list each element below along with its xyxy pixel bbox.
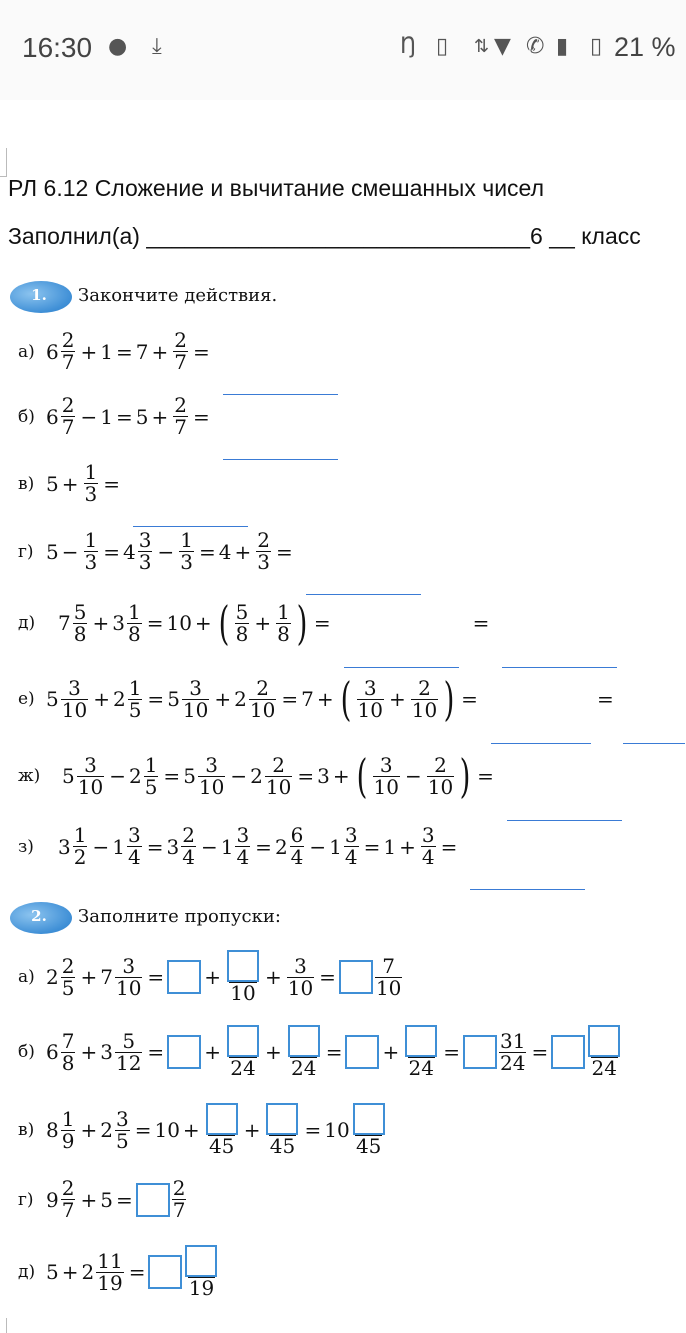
task1-title: Закончите действия. [78, 285, 278, 306]
fill-box[interactable] [266, 1103, 298, 1135]
task2-row-b: б) 6 $\frac{7}{8}$ + 3 $\frac{5}{12}$ = + 24 + 24 = + 24 = $\frac{31}{24}$ = 24 [18, 1025, 623, 1079]
fill-box[interactable] [167, 1035, 201, 1069]
signal-icon: ▮ [556, 34, 569, 59]
answer-blank[interactable] [470, 888, 585, 890]
answer-blank[interactable] [223, 458, 338, 460]
filled-by-line[interactable]: Заполнил(а) ______________________________6 __ класс [8, 223, 641, 249]
fill-box[interactable] [353, 1103, 385, 1135]
task1-row-a: а) 6 $\frac{2}{7}$ + 1 = 7 + $\frac{2}{7}$ = [18, 330, 338, 373]
answer-blank[interactable] [306, 593, 421, 595]
wifi-icon: ▼ [494, 34, 511, 59]
task1-row-z: з) 3 $\frac{1}{2}$ − 1 $\frac{3}{4}$ = 3 $\frac{2}{4}$ − 1 $\frac{3}{4}$ = 2 $\frac{6}{4}$ − 1 $\frac{3}{4}$ = 1 + $\frac{3}{4}$ = [18, 825, 585, 868]
fill-box[interactable] [227, 950, 259, 982]
answer-blank[interactable] [133, 525, 248, 527]
status-time: 16:30 [22, 32, 93, 63]
answer-blank[interactable] [491, 742, 591, 744]
task-number-badge: 2. [10, 902, 72, 934]
page-title: РЛ 6.12 Сложение и вычитание смешанных чисел [8, 175, 544, 201]
chat-icon: ● [108, 34, 128, 59]
task1-row-v: в) 5 + $\frac{1}{3}$ = [18, 462, 248, 505]
nfc-icon: Ŋ [400, 34, 417, 59]
fill-box[interactable] [588, 1025, 620, 1057]
task2-title: Заполните пропуски: [78, 906, 281, 927]
answer-blank[interactable] [502, 666, 617, 668]
task2-row-v: в) 8 $\frac{1}{9}$ + 2 $\frac{3}{5}$ = 10 + 45 + 45 = 10 45 [18, 1103, 388, 1157]
page-edge-marker [0, 148, 7, 177]
task1-row-e: е) 5 $\frac{3}{10}$ + 2 $\frac{1}{5}$ = 5 $\frac{3}{10}$ + 2 $\frac{2}{10}$ = 7 + ( $\frac{3}{10}$ + $\frac{2}{10}$ ) = = [18, 676, 685, 722]
task2-row-d: д) 5 + 2 $\frac{11}{19}$ = 19 [18, 1245, 220, 1299]
status-bar [0, 0, 686, 100]
answer-blank[interactable] [623, 742, 685, 744]
fill-box[interactable] [339, 960, 373, 994]
task2-row-g: г) 9 $\frac{2}{7}$ + 5 = $\frac{2}{7}$ [18, 1176, 186, 1222]
battery-icon: ▯ [590, 34, 603, 59]
task1-row-d: д) 7 $\frac{5}{8}$ + 3 $\frac{1}{8}$ = 10 + ( $\frac{5}{8}$ + $\frac{1}{8}$ ) = = [18, 600, 617, 646]
task-number-badge: 1. [10, 281, 72, 313]
task1-row-g: г) 5 − $\frac{1}{3}$ = 4 $\frac{3}{3}$ − $\frac{1}{3}$ = 4 + $\frac{2}{3}$ = [18, 530, 421, 573]
page-edge-marker [0, 1318, 7, 1333]
fill-box[interactable] [227, 1025, 259, 1057]
fill-box[interactable] [345, 1035, 379, 1069]
vibrate-icon: ▯ [436, 34, 449, 59]
task1-row-b: б) 6 $\frac{2}{7}$ − 1 = 5 + $\frac{2}{7}$ = [18, 395, 338, 438]
answer-blank[interactable] [344, 666, 459, 668]
fill-box[interactable] [463, 1035, 497, 1069]
fill-box[interactable] [551, 1035, 585, 1069]
fill-box[interactable] [185, 1245, 217, 1277]
download-icon: ⤓ [152, 34, 162, 59]
task2-row-a: а) 2 $\frac{2}{5}$ + 7 $\frac{3}{10}$ = + 10 + $\frac{3}{10}$ = $\frac{7}{10}$ [18, 950, 404, 1004]
answer-blank[interactable] [507, 819, 622, 821]
fill-box[interactable] [288, 1025, 320, 1057]
fill-box[interactable] [167, 960, 201, 994]
fill-box[interactable] [148, 1255, 182, 1289]
fill-box[interactable] [405, 1025, 437, 1057]
wifi-call-icon: ✆ [526, 34, 545, 59]
battery-level: 21 % [614, 32, 676, 62]
data-icon: ⇅ [474, 36, 490, 57]
task1-row-zh: ж) 5 $\frac{3}{10}$ − 2 $\frac{1}{5}$ = 5 $\frac{3}{10}$ − 2 $\frac{2}{10}$ = 3 + ( $\frac{3}{10}$ − $\frac{2}{10}$ ) = [18, 753, 622, 799]
fill-box[interactable] [136, 1183, 170, 1217]
fill-box[interactable] [206, 1103, 238, 1135]
